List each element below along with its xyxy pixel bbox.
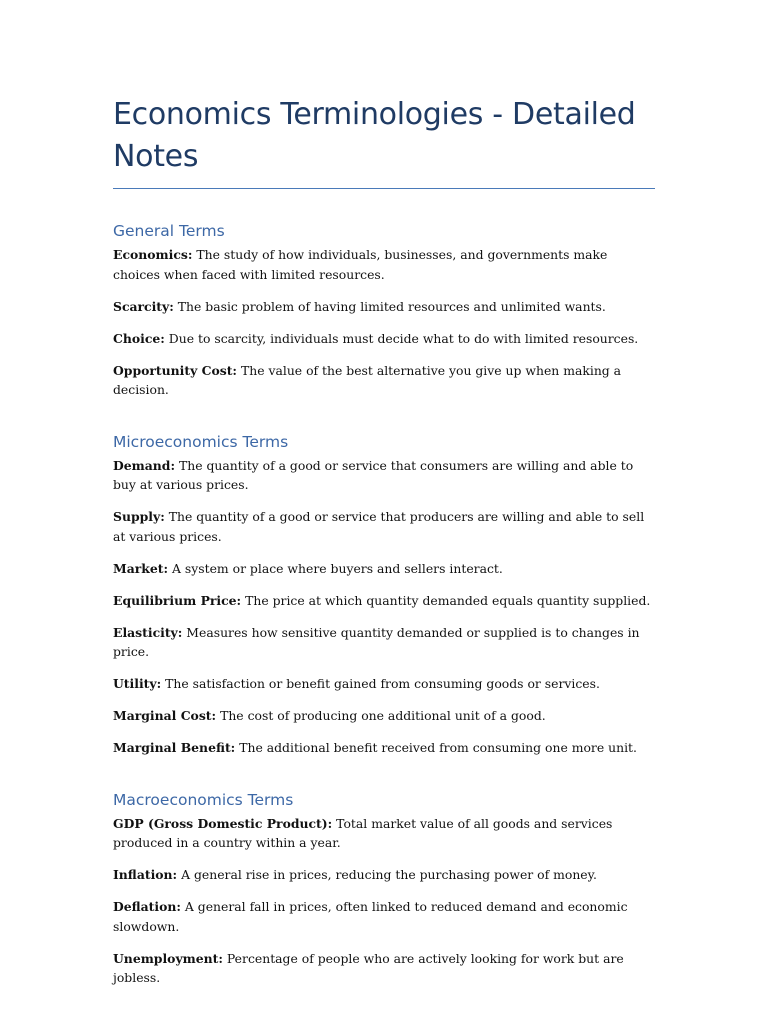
term-name: Supply: bbox=[113, 509, 165, 524]
term-entry bbox=[113, 623, 655, 662]
term-definition: The study of how individuals, businesses, and governments make choices when faced with limited resources. bbox=[113, 247, 608, 282]
title-divider bbox=[113, 188, 655, 189]
page-title: Economics Terminologies - Detailed Notes bbox=[113, 97, 636, 174]
term-name: Marginal Cost: bbox=[113, 708, 217, 723]
term-definition: Measures how sensitive quantity demanded or supplied is to changes in price. bbox=[113, 624, 640, 659]
term-entry bbox=[113, 361, 655, 400]
section-general-terms bbox=[113, 221, 655, 400]
term-entry bbox=[113, 674, 655, 694]
term-definition: The cost of producing one additional unit of a good. bbox=[220, 708, 546, 723]
term-entry bbox=[113, 738, 655, 758]
term-name: Equilibrium Price: bbox=[113, 592, 242, 608]
term-definition: A general rise in prices, reducing the purchasing power of money. bbox=[181, 867, 597, 882]
term-entry bbox=[113, 865, 655, 885]
term-definition: A general fall in prices, often linked to reduced demand and economic slowdown. bbox=[113, 899, 628, 934]
term-name: Market: bbox=[113, 560, 169, 576]
section-macroeconomics-terms bbox=[113, 790, 655, 988]
term-entry bbox=[113, 456, 655, 495]
term-definition: The additional benefit received from consuming one more unit. bbox=[239, 740, 637, 755]
term-name: Scarcity: bbox=[113, 298, 174, 314]
term-entry bbox=[113, 329, 655, 349]
term-definition: The value of the best alternative you give up when making a decision. bbox=[113, 362, 622, 397]
term-definition: Total market value of all goods and services produced in a country within a year. bbox=[113, 815, 613, 850]
term-name: Deflation: bbox=[113, 899, 181, 914]
section-heading: Microeconomics Terms bbox=[113, 432, 289, 451]
term-name: Unemployment: bbox=[113, 950, 223, 966]
term-entry bbox=[113, 507, 655, 546]
term-name: Inflation: bbox=[113, 867, 178, 882]
term-name: Marginal Benefit: bbox=[113, 740, 236, 755]
term-definition: A system or place where buyers and sellers interact. bbox=[172, 560, 503, 576]
document-page bbox=[113, 94, 655, 988]
term-name: Demand: bbox=[113, 457, 176, 473]
term-definition: Due to scarcity, individuals must decide what to do with limited resources. bbox=[168, 330, 639, 346]
term-definition: The quantity of a good or service that consumers are willing and able to buy at various prices. bbox=[113, 457, 634, 492]
term-definition: The quantity of a good or service that producers are willing and able to sell at various prices. bbox=[113, 509, 645, 544]
term-definition: The basic problem of having limited resources and unlimited wants. bbox=[177, 298, 606, 314]
term-entry bbox=[113, 814, 655, 853]
term-name: Choice: bbox=[113, 330, 165, 346]
term-entry bbox=[113, 245, 655, 284]
section-heading: General Terms bbox=[113, 222, 225, 240]
section-heading: Macroeconomics Terms bbox=[113, 790, 294, 809]
term-name: Elasticity: bbox=[113, 624, 183, 640]
term-definition: Percentage of people who are actively looking for work but are jobless. bbox=[113, 950, 624, 985]
term-name: Utility: bbox=[113, 676, 162, 691]
term-definition: The satisfaction or benefit gained from consuming goods or services. bbox=[165, 676, 600, 691]
term-definition: The price at which quantity demanded equals quantity supplied. bbox=[245, 592, 651, 608]
term-name: Opportunity Cost: bbox=[113, 362, 237, 378]
term-entry bbox=[113, 297, 655, 317]
term-entry bbox=[113, 706, 655, 726]
term-entry bbox=[113, 949, 655, 988]
term-name: Economics: bbox=[113, 247, 193, 262]
term-entry bbox=[113, 897, 655, 936]
term-name: GDP (Gross Domestic Product): bbox=[113, 815, 333, 831]
term-entry bbox=[113, 591, 655, 611]
section-microeconomics-terms bbox=[113, 432, 655, 758]
term-entry bbox=[113, 559, 655, 579]
